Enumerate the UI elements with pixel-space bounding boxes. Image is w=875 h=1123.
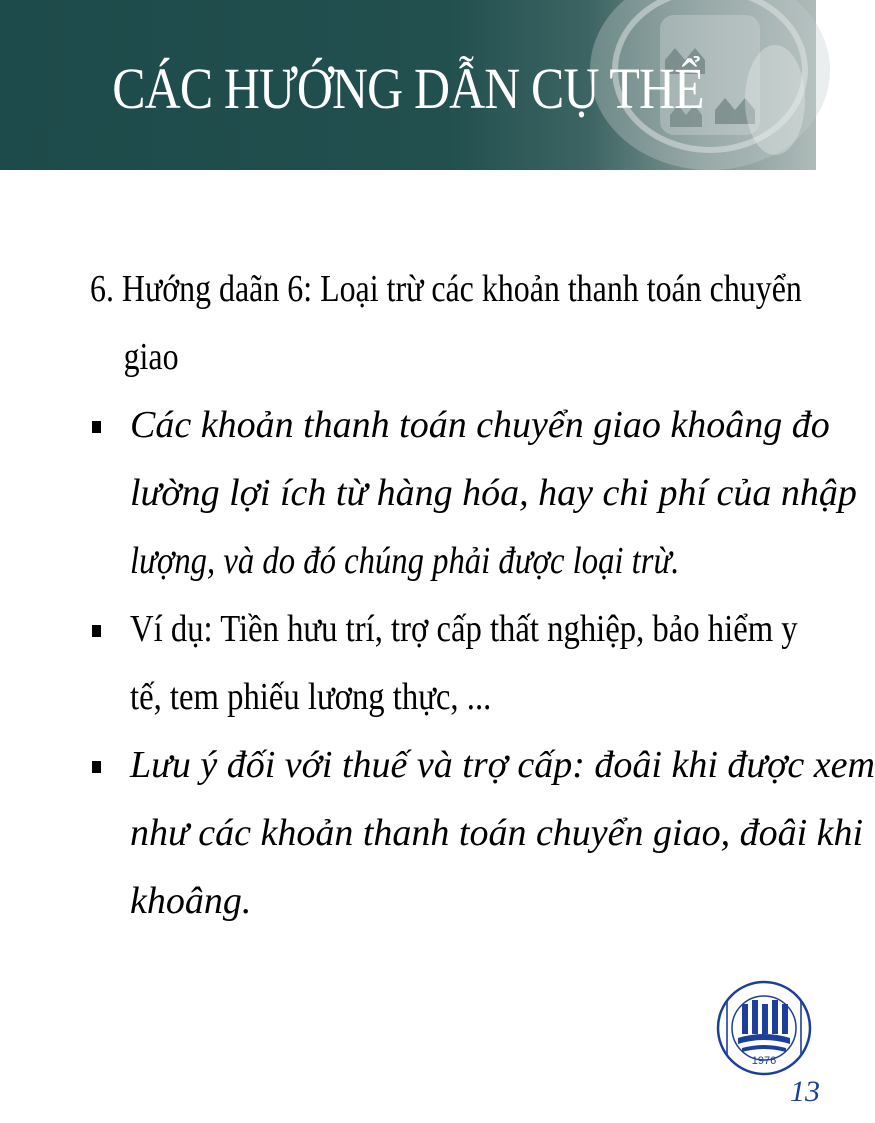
bullet-item — [90, 731, 875, 935]
bullet-item — [90, 391, 857, 595]
logo-year: 1976 — [751, 1055, 777, 1067]
bullet-line: Lưu ý đối với thuế và trợ cấp: đoâi khi được xem — [130, 744, 875, 786]
square-bullet-icon — [92, 761, 101, 773]
page-number: 13 — [790, 1075, 820, 1108]
square-bullet-icon — [92, 421, 101, 433]
heading-line: giao — [123, 336, 179, 378]
title-banner — [0, 0, 816, 170]
bullet-line: như các khoản thanh toán chuyển giao, đoâi khi — [130, 812, 864, 854]
section-heading — [90, 255, 802, 391]
bullet-line: lường lợi ích từ hàng hóa, hay chi phí của nhập — [130, 472, 857, 514]
bullet-item — [90, 595, 798, 731]
slide-body — [90, 255, 875, 935]
slide-title: CÁC HƯỚNG DẪN CỤ THỂ — [112, 56, 704, 121]
bullet-line: lượng, và do đó chúng phải được loại trừ. — [130, 540, 680, 582]
square-bullet-icon — [92, 625, 101, 637]
bullet-line: Các khoản thanh toán chuyển giao khoâng đo — [130, 404, 830, 446]
heading-line: 6. Hướng daãn 6: Loại trừ các khoản thanh toán chuyển — [90, 268, 802, 310]
bullet-line: Ví dụ: Tiền hưu trí, trợ cấp thất nghiệp, bảo hiểm y — [130, 608, 798, 650]
bullet-line: khoâng. — [130, 880, 252, 922]
bullet-line: tế, tem phiếu lương thực, ... — [130, 676, 492, 718]
